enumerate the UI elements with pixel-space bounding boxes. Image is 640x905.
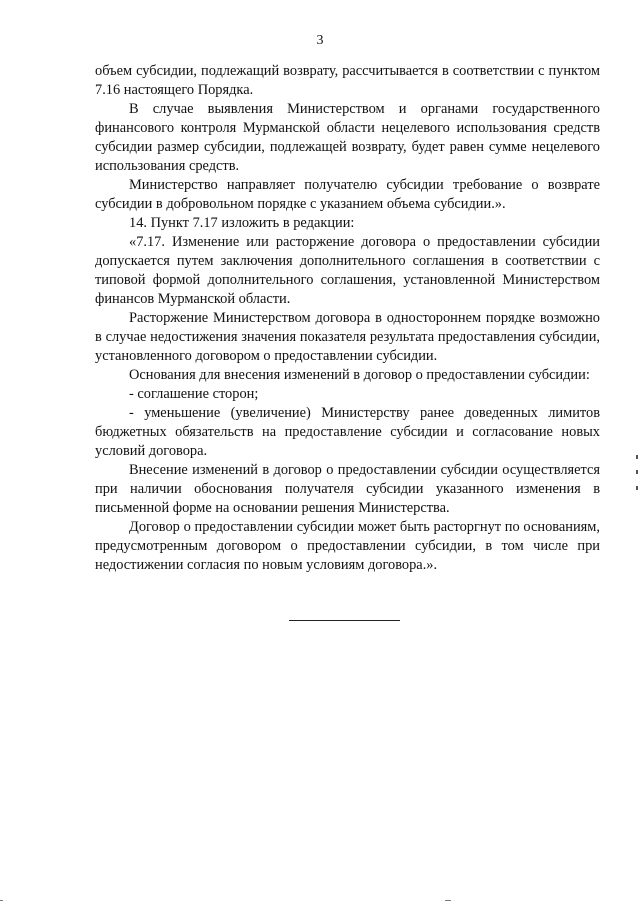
scan-speck bbox=[445, 900, 451, 901]
paragraph-misuse-refund: В случае выявления Министерством и органами государственного финансового контроля Мурманской области нецелевого использования средств субсидии размер субсидии, подлежащей возврату, будет равен сумме нецелевого использования средств. bbox=[95, 101, 600, 174]
paragraph-contract-termination: Договор о предоставлении субсидии может быть расторгнут по основаниям, предусмотренным договором о предоставлении субсидии, в том числе при недостижении согласия по новым условиям договора.». bbox=[95, 519, 600, 573]
scan-margin-mark bbox=[636, 470, 638, 474]
paragraph-unilateral-termination: Расторжение Министерством договора в одностороннем порядке возможно в случае недостижения значения показателя результата предоставления субсидии, установленного договором о предоставлении субсидии. bbox=[95, 310, 600, 364]
scan-speck bbox=[0, 900, 3, 901]
paragraph-refund-demand: Министерство направляет получателю субсидии требование о возврате субсидии в добровольном порядке с указанием объема субсидии.». bbox=[95, 177, 600, 212]
list-item-agreement: - соглашение сторон; bbox=[129, 386, 259, 402]
paragraph-amendment-14: 14. Пункт 7.17 изложить в редакции: bbox=[129, 215, 355, 231]
paragraph-amendment-procedure: Внесение изменений в договор о предоставлении субсидии осуществляется при наличии обоснования получателя субсидии указанного изменения в письменной форме на основании решения Министерства. bbox=[95, 462, 600, 516]
paragraph-refund-amount: объем субсидии, подлежащий возврату, рассчитывается в соответствии с пунктом 7.16 настоящего Порядка. bbox=[95, 63, 600, 98]
list-item-limits-change: - уменьшение (увеличение) Министерству ранее доведенных лимитов бюджетных обязательств на предоставление субсидии и согласование новых условий договора. bbox=[95, 405, 600, 459]
footer-divider bbox=[289, 620, 400, 621]
scan-margin-mark bbox=[636, 486, 638, 490]
scan-margin-mark bbox=[636, 455, 638, 459]
paragraph-amendment-grounds: Основания для внесения изменений в договор о предоставлении субсидии: bbox=[129, 367, 590, 383]
paragraph-clause-7-17: «7.17. Изменение или расторжение договора о предоставлении субсидии допускается путем заключения дополнительного соглашения в соответствии с типовой формой дополнительного соглашения, установленной Министерством финансов Мурманской области. bbox=[95, 234, 600, 307]
page-number: 3 bbox=[316, 33, 324, 48]
document-body bbox=[95, 62, 600, 575]
